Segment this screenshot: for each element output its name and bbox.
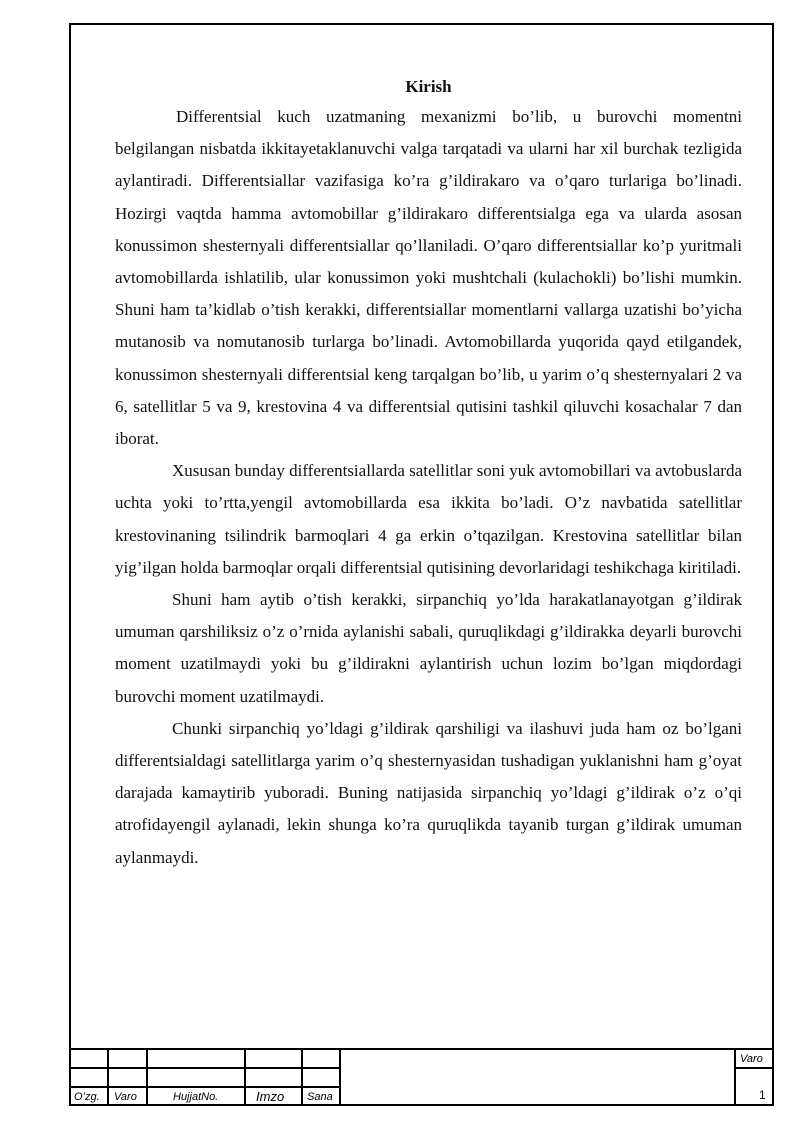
page-number: 1 [759,1088,766,1102]
document-title: Kirish [405,77,452,96]
title-block-sana-label: Sana [307,1091,333,1103]
document-body [115,75,742,874]
title-block-imzo-label: Imzo [256,1089,285,1104]
title-block [69,1048,774,1106]
title-block-ozg-label: O’zg. [74,1091,100,1103]
title-block-varo-label: Varo [114,1091,137,1103]
paragraph-1: Differentsial kuch uzatmaning mexanizmi bo’lib, u burovchi momentni belgilangan nisbatda ikkitayetaklanuvchi valga tarqatadi va ularni har xil burchak tezligida aylantiradi. Differentsiallar vazifasiga ko’ra g’ildirakaro va o’qaro turlariga bo’linadi. Hozirgi vaqtda hamma avtomobillar g’ildirakaro differentsialga ega va ularda asosan konussimon shesternyali differentsiallar qo’llaniladi. O’qaro differentsiallar ko’p yuritmali avtomobillarda ishlatilib, ular konussimon yoki mushtchali (kulachokli) bo’lishi mumkin. Shuni ham ta’kidlab o’tish kerakki, differentsiallar momentlarni vallarga uzatishi bo’yicha mutanosib va nomutanosib turlarga bo’linadi. Avtomobillarda yuqorida qayd etilgandek, konussimon shesternyali differentsial keng tarqalgan bo’lib, u yarim o’q shesternyalari 2 va 6, satellitlar 5 va 9, krestovina 4 va differentsial qutisini tashkil qiluvchi kosachalar 7 dan iborat. [115,107,742,449]
paragraph-3: Shuni ham aytib o’tish kerakki, sirpanchiq yo’lda harakatlanayotgan g’ildirak umuman qarshiliksiz o’z o’rnida aylanishi sabali, quruqlikdagi g’ildirakka deyarli burovchi moment uzatilmaydi yoki bu g’ildirakni aylantirish uchun lozim bo’lgan miqdordagi burovchi moment uzatilmaydi. [115,590,742,706]
paragraph-2: Xususan bunday differentsiallarda satellitlar soni yuk avtomobillari va avtobuslarda uchta yoki to’rtta,yengil avtomobillarda esa ikkita bo’ladi. O’z navbatida satellitlar krestovinaning tsilindrik barmoqlari 4 ga erkin o’tqazilgan. Krestovina satellitlar bilan yig’ilgan holda barmoqlar orqali differentsial qutisining devorlaridagi teshikchaga kiritiladi. [115,461,742,577]
title-block-page-varo-label: Varo [740,1053,763,1065]
title-block-hujjat-label: HujjatNo. [173,1091,219,1103]
paragraph-4: Chunki sirpanchiq yo’ldagi g’ildirak qarshiligi va ilashuvi juda ham oz bo’lgani differentsialdagi satellitlarga yarim o’q shesternyasidan tushadigan yuklanishni ham g’oyat darajada kamaytirib yuboradi. Buning natijasida sirpanchiq yo’ldagi g’ildirak o’z o’qi atrofidayengil aylanadi, lekin shunga ko’ra quruqlikda tayanib turgan g’ildirak umuman aylanmaydi. [115,718,742,867]
